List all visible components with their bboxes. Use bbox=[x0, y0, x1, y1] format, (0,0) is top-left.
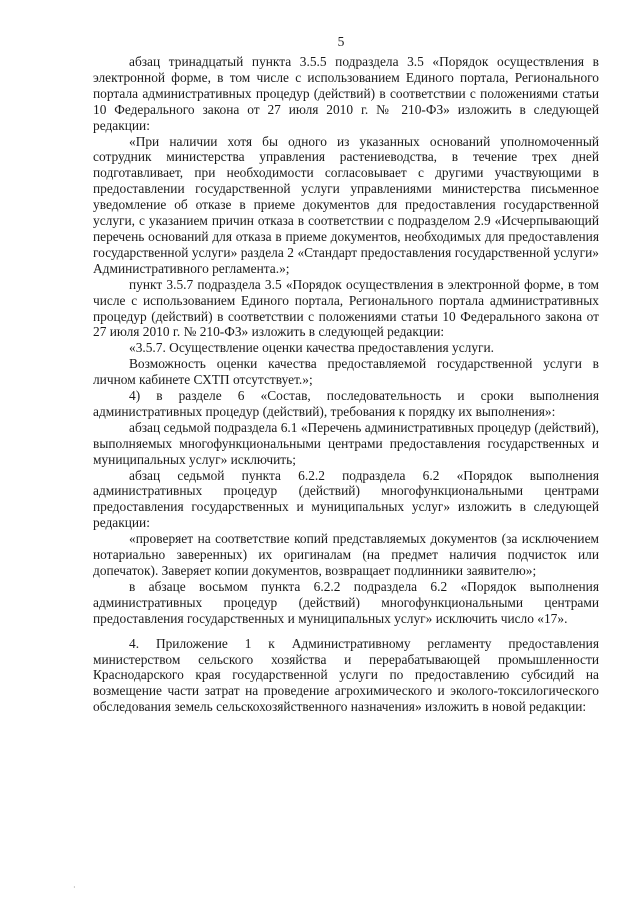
scan-speck: · bbox=[73, 883, 76, 892]
page-number: 5 bbox=[337, 34, 345, 49]
paragraph: абзац тринадцатый пункта 3.5.5 подраздела 3.5 «Порядок осуществления в электронной форме, в том числе с использованием Единого портала, Регионального портала административных процедур (действий) в соответствии с положениями статьи 10 Федерального закона от 27 июля 2010 г. № 210-ФЗ» изложить в следующей редакции: bbox=[93, 54, 599, 133]
paragraph: пункт 3.5.7 подраздела 3.5 «Порядок осуществления в электронной форме, в том числе с использованием Единого портала, Регионального портала административных процедур (действий) в соответствии с положениями статьи 10 Федерального закона от 27 июля 2010 г. № 210-ФЗ» изложить в следующей редакции: bbox=[93, 276, 599, 340]
document-body bbox=[93, 54, 599, 715]
paragraph: 4) в разделе 6 «Состав, последовательность и сроки выполнения административных процедур (действий), требования к порядку их выполнения»: bbox=[93, 388, 599, 419]
paragraph: 4. Приложение 1 к Административному регламенту предоставления министерством сельского хозяйства и перерабатывающей промышленности Краснодарского края государственной услуги по предоставлению субсидий на возмещение части затрат на проведение агрохимического и эколого-токсилогического обследования земель сельскохозяйственного назначения» изложить в новой редакции: bbox=[93, 635, 599, 715]
paragraph: абзац седьмой пункта 6.2.2 подраздела 6.2 «Порядок выполнения административных процедур (действий) многофункциональными центрами предоставления государственных и муниципальных услуг» изложить в следующей редакции: bbox=[93, 467, 599, 531]
paragraph: в абзаце восьмом пункта 6.2.2 подраздела 6.2 «Порядок выполнения административных процедур (действий) многофункциональными центрами предоставления государственных и муниципальных услуг» исключить число «17». bbox=[93, 578, 599, 626]
paragraph: абзац седьмой подраздела 6.1 «Перечень административных процедур (действий), выполняемых многофункциональными центрами предоставления государственных и муниципальных услуг» исключить; bbox=[93, 419, 599, 467]
paragraph: Возможность оценки качества предоставляемой государственной услуги в личном кабинете СХТП отсутствует.»; bbox=[93, 356, 599, 388]
paragraph: «3.5.7. Осуществление оценки качества предоставления услуги. bbox=[129, 340, 495, 356]
paragraph: «проверяет на соответствие копий представляемых документов (за исключением нотариально заверенных) их оригиналам (на предмет наличия подчисток или допечаток). Заверяет копии документов, возвращает подлинники заявителю»; bbox=[93, 531, 599, 578]
paragraph: «При наличии хотя бы одного из указанных оснований уполномоченный сотрудник министерства управления растениеводства, в течение трех дней подготавливает, при необходимости согласовывает с другими участвующими в предоставлении государственной услуги управлениями министерства письменное уведомление об отказе в приеме документов для предоставления государственной услуги, с указанием причин отказа в соответствии с подразделом 2.9 «Исчерпывающий перечень оснований для отказа в приеме документов, необходимых для предоставления государственной услуги» раздела 2 «Стандарт предоставления государственной услуги» Административного регламента.»; bbox=[93, 133, 599, 276]
